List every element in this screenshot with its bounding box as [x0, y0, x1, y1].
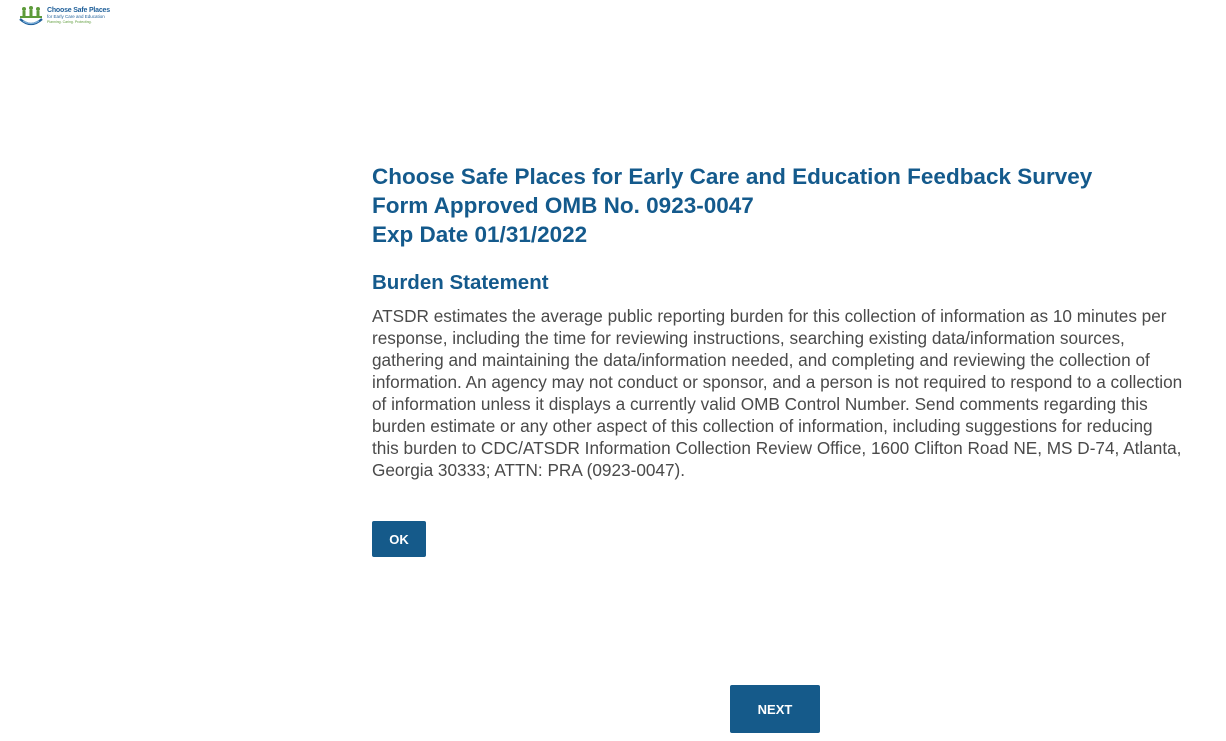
burden-statement: ATSDR estimates the average public reporting burden for this collection of information as 10 minutes per response, including the time for reviewing instructions, searching existing data/information sources, gathering and maintaining the data/information needed, and completing and reviewing the collection of information. An agency may not conduct or sponsor, and a person is not required to respond to a collection of information unless it displays a currently valid OMB Control Number. Send comments regarding this burden estimate or any other aspect of this collection of information, including suggestions for reducing this burden to CDC/ATSDR Information Collection Review Office, 1600 Clifton Road NE, MS D-74, Atlanta, Georgia 30333; ATTN: PRA (0923-0047).: [372, 306, 1183, 480]
logo-subtitle: for Early Care and Education: [47, 14, 105, 19]
logo: [18, 5, 110, 29]
survey-title: [372, 162, 1184, 249]
logo-tagline: Planning. Caring. Protecting.: [47, 19, 92, 24]
burden-heading: Burden Statement: [372, 271, 549, 294]
ok-button[interactable]: OK: [372, 521, 426, 557]
logo-icon: [18, 5, 44, 27]
survey-intro: [372, 162, 1184, 481]
survey-omb-number: Form Approved OMB No. 0923-0047: [372, 193, 754, 218]
survey-title-line1: Choose Safe Places for Early Care and Education Feedback Survey: [372, 164, 1093, 189]
next-button[interactable]: NEXT: [730, 685, 820, 733]
logo-title: Choose Safe Places: [47, 7, 110, 14]
survey-exp-date: Exp Date 01/31/2022: [372, 222, 588, 247]
